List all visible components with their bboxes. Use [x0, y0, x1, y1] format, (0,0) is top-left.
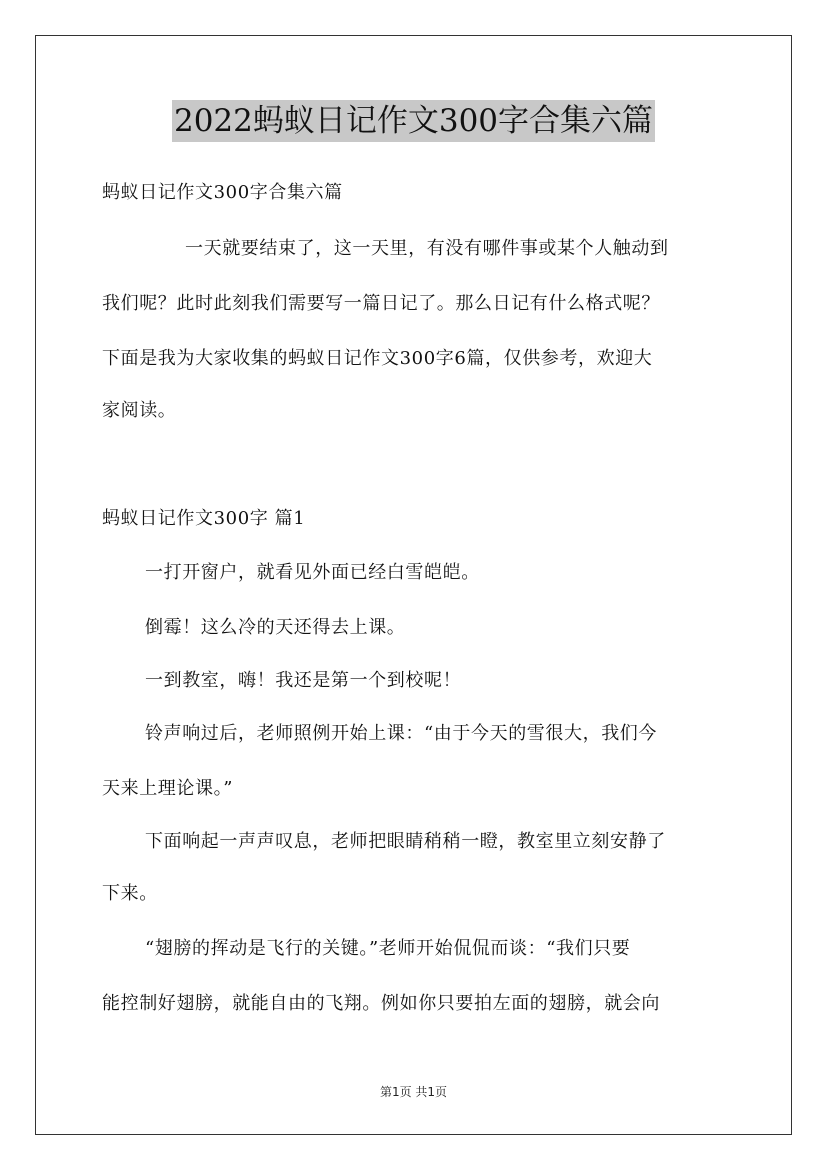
title-container	[0, 100, 827, 142]
section-heading: 蚂蚁日记作文300字 篇1	[102, 508, 306, 529]
page-footer: 第1页 共1页	[379, 1085, 448, 1099]
document-subtitle: 蚂蚁日记作文300字合集六篇	[102, 182, 343, 203]
document-title: 2022蚂蚁日记作文300字合集六篇	[172, 100, 655, 142]
body-line: 一到教室，嗨！我还是第一个到校呢！	[145, 670, 462, 691]
intro-line: 一天就要结束了，这一天里，有没有哪件事或某个人触动到	[185, 238, 669, 259]
intro-line: 我们呢？此时此刻我们需要写一篇日记了。那么日记有什么格式呢？	[102, 293, 660, 314]
intro-line: 下面是我为大家收集的蚂蚁日记作文300字6篇，仅供参考，欢迎大	[102, 348, 653, 369]
body-line: 天来上理论课。”	[102, 778, 234, 799]
body-line: 下面响起一声声叹息，老师把眼睛稍稍一瞪，教室里立刻安静了	[145, 831, 666, 852]
intro-line: 家阅读。	[102, 400, 177, 421]
body-line: 铃声响过后，老师照例开始上课：“由于今天的雪很大，我们今	[145, 723, 657, 744]
body-line: 一打开窗户，就看见外面已经白雪皑皑。	[145, 562, 480, 583]
body-line: 能控制好翅膀，就能自由的飞翔。例如你只要拍左面的翅膀，就会向	[102, 993, 660, 1014]
body-line: 下来。	[102, 883, 158, 904]
body-line: 倒霉！这么冷的天还得去上课。	[145, 617, 406, 638]
body-line: “翅膀的挥动是飞行的关键。”老师开始侃侃而谈：“我们只要	[145, 938, 631, 959]
